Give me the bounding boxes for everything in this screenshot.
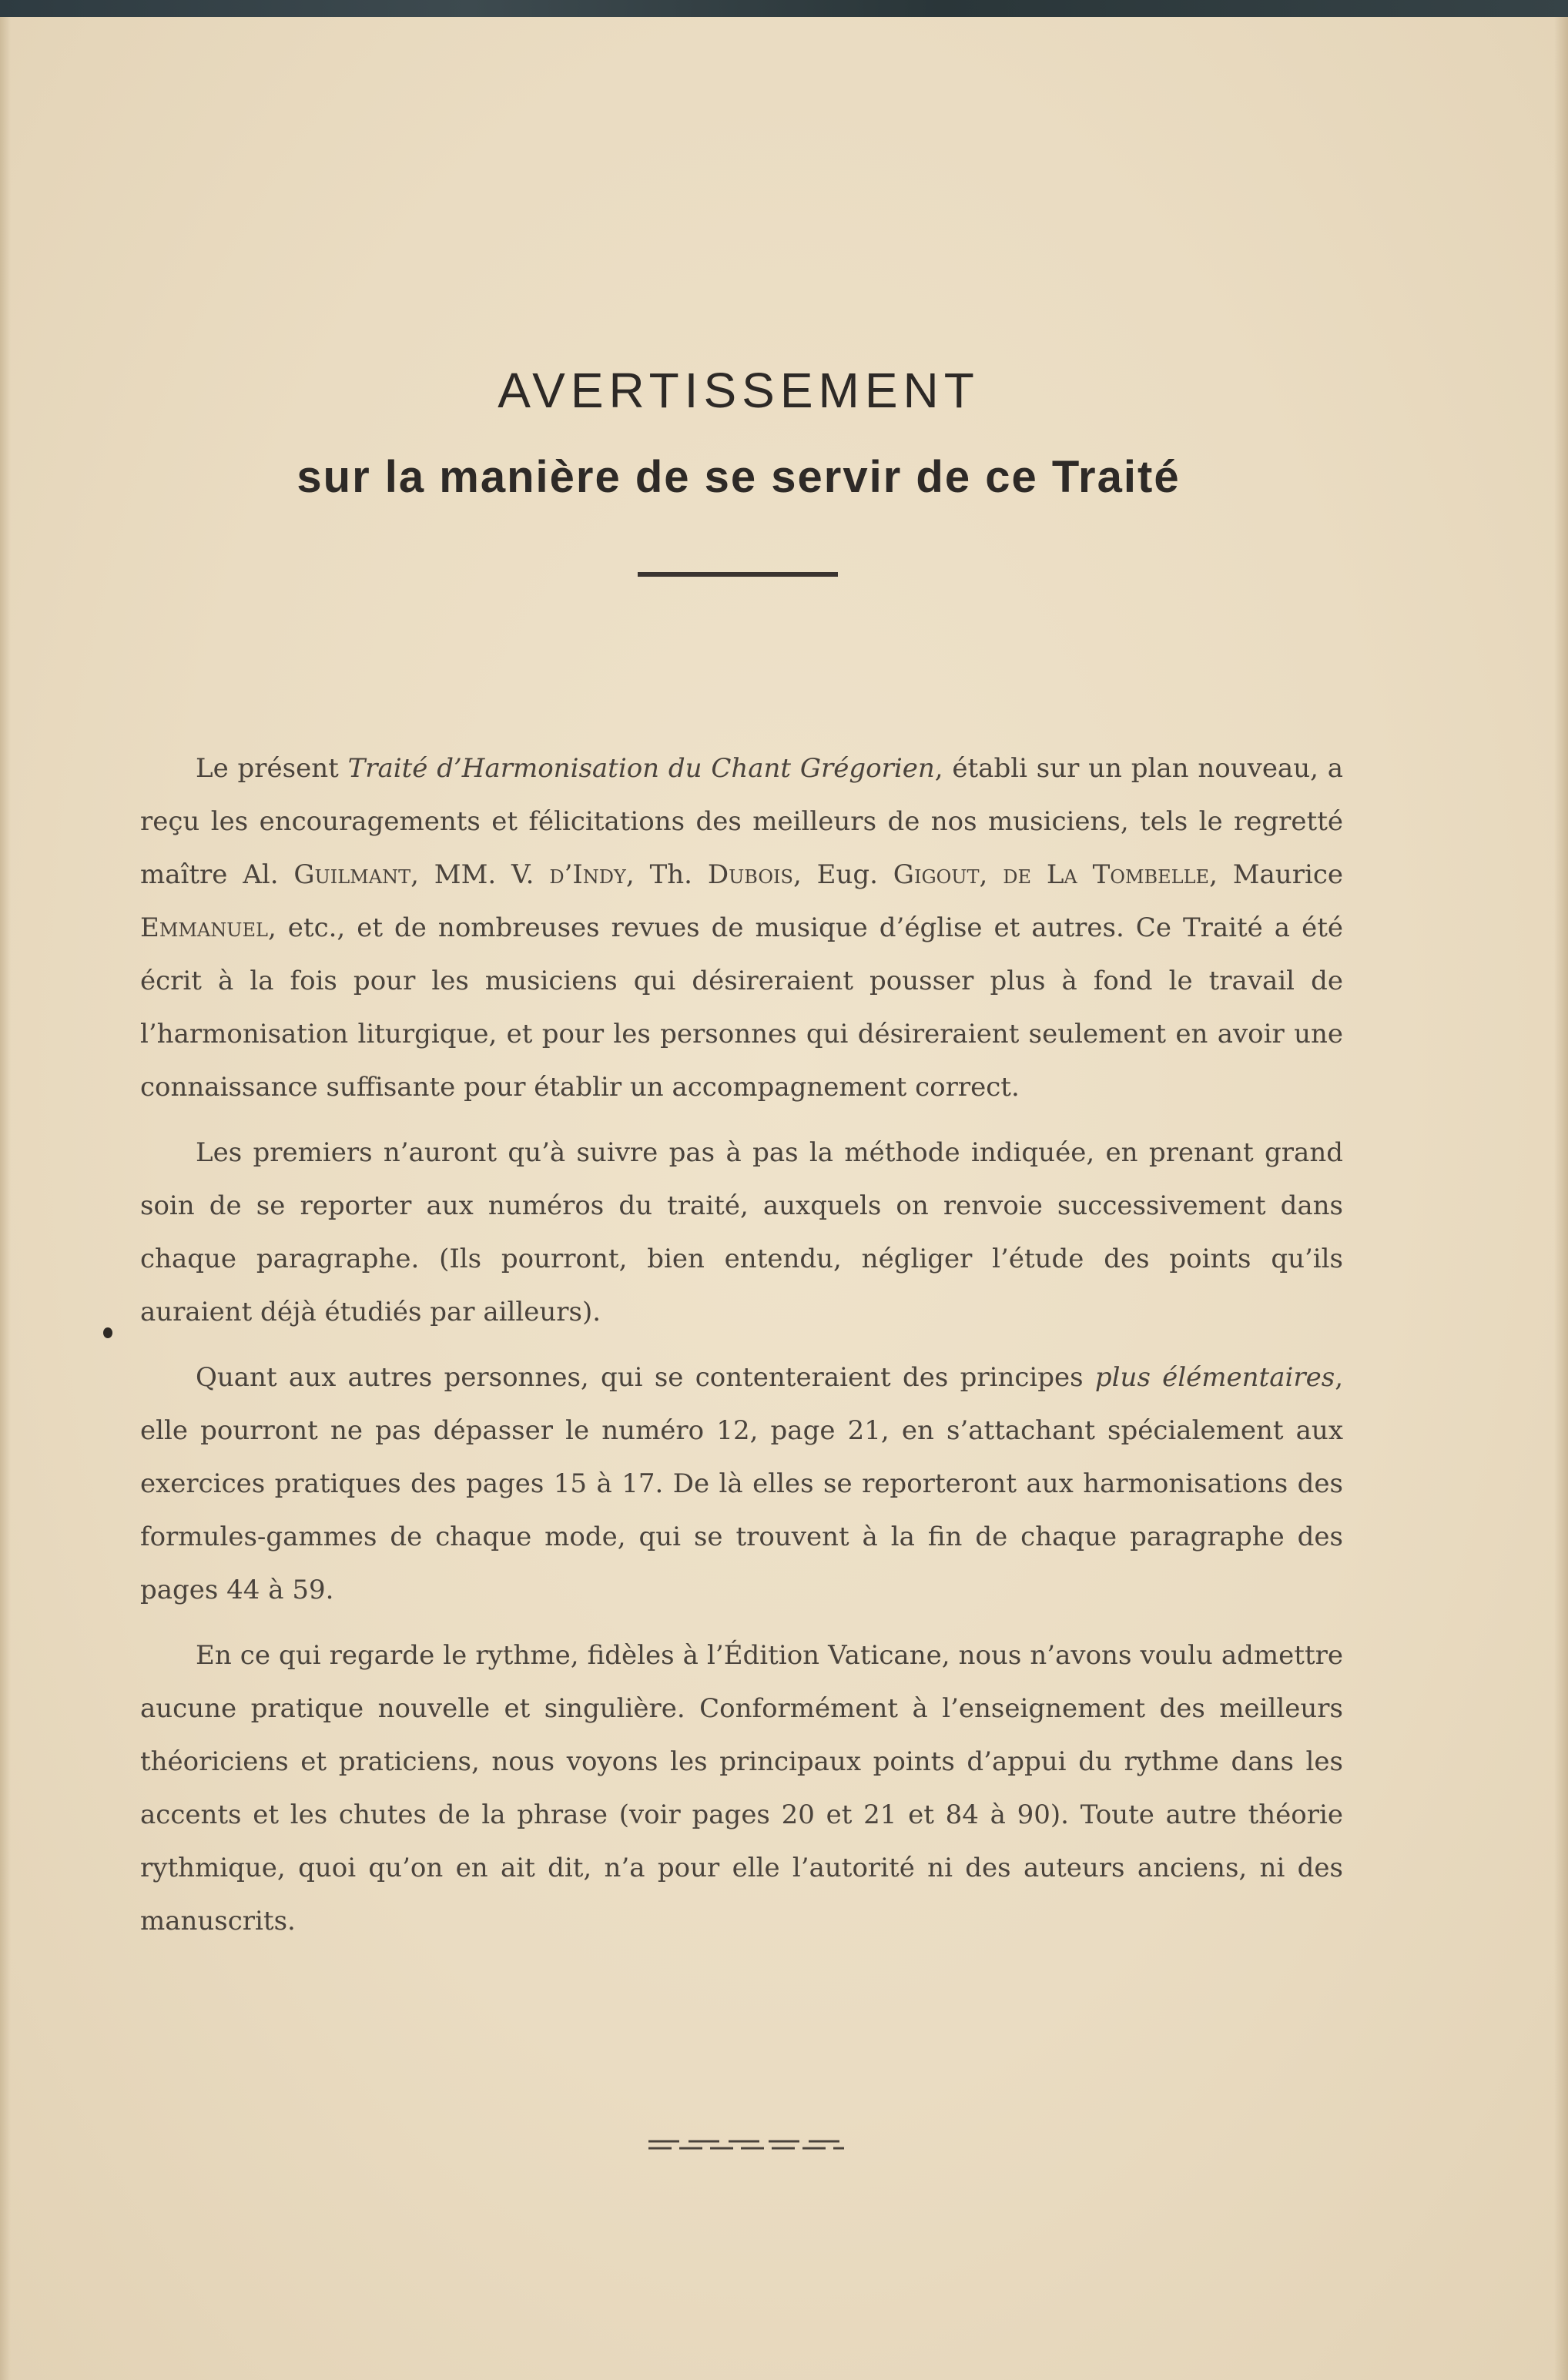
text-run: , xyxy=(979,859,1003,890)
body-text xyxy=(140,742,1343,1960)
text-run: , Maurice xyxy=(1209,859,1343,890)
title-rule xyxy=(638,572,838,577)
name-small-caps: Emmanuel xyxy=(140,912,268,943)
name-small-caps: Gigout xyxy=(893,859,980,890)
page-subtitle: sur la manière de se servir de ce Traité xyxy=(297,452,1181,502)
paragraph xyxy=(140,1629,1343,1948)
paragraph xyxy=(140,742,1343,1114)
page-title: AVERTISSEMENT xyxy=(498,363,980,418)
text-run: , etc., et de nombreuses revues de musique d’église et autres. Ce Traité a été écrit à la fois pour les musiciens qui désireraient pousser plus à fond le travail de l’harmonisation liturgique, et pour les personnes qui désireraient seulement en avoir une connaissance suffisante pour établir un accompagnement correct. xyxy=(140,912,1343,1103)
text-run: , Eug. xyxy=(792,859,893,890)
text-run: Les premiers n’auront qu’à suivre pas à pas la méthode indiquée, en prenant grand soin de se reporter aux numéros du traité, auxquels on renvoie successivement dans chaque paragraphe. (Ils pourront, bien entendu, négliger l’étude des points qu’ils auraient déjà étudiés par ailleurs). xyxy=(140,1137,1343,1327)
binding-edge xyxy=(0,0,1568,17)
name-small-caps: Dubois xyxy=(707,859,793,890)
name-small-caps: d’Indy xyxy=(549,859,626,890)
page-shadow-right xyxy=(1554,17,1568,2380)
text-run: , établi sur un plan nouveau, a reçu les encouragements et félicitations des meilleurs de nos musiciens, tels le regretté maître Al. xyxy=(140,753,1343,890)
text-run: , Th. xyxy=(625,859,708,890)
italic-run: Traité d’Harmonisation du Chant Grégorien xyxy=(347,753,935,784)
text-run: En ce qui regarde le rythme, fidèles à l’Édition Vaticane, nous n’avons voulu admettre aucune pratique nouvelle et singulière. Conformément à l’enseignement des meilleurs théoriciens et praticiens, nous voyons les principaux points d’appui du rythme dans les accents et les chutes de la phrase (voir pages 20 et 21 et 84 à 90). Toute autre théorie rythmique, quoi qu’on en ait dit, n’a pour elle l’autorité ni des auteurs anciens, ni des manuscrits. xyxy=(140,1640,1343,1936)
name-small-caps: de La Tombelle xyxy=(1003,859,1210,890)
margin-dot xyxy=(103,1327,112,1338)
italic-run: plus élémentaires xyxy=(1094,1362,1335,1393)
paragraph xyxy=(140,1351,1343,1617)
text-run: , MM. V. xyxy=(410,859,550,890)
text-run: Le présent xyxy=(196,753,348,784)
end-ornament xyxy=(645,2137,847,2153)
paragraph xyxy=(140,1126,1343,1339)
name-small-caps: Guilmant xyxy=(293,859,411,890)
text-run: Quant aux autres personnes, qui se contenteraient des principes xyxy=(196,1362,1095,1393)
text-run: , elle pourront ne pas dépasser le numéro 12, page 21, en s’attachant spécialement aux exercices pratiques des pages 15 à 17. De là elles se reporteront aux harmonisations des formules-gammes de chaque mode, qui se trouvent à la fin de chaque paragraphe des pages 44 à 59. xyxy=(140,1362,1344,1605)
